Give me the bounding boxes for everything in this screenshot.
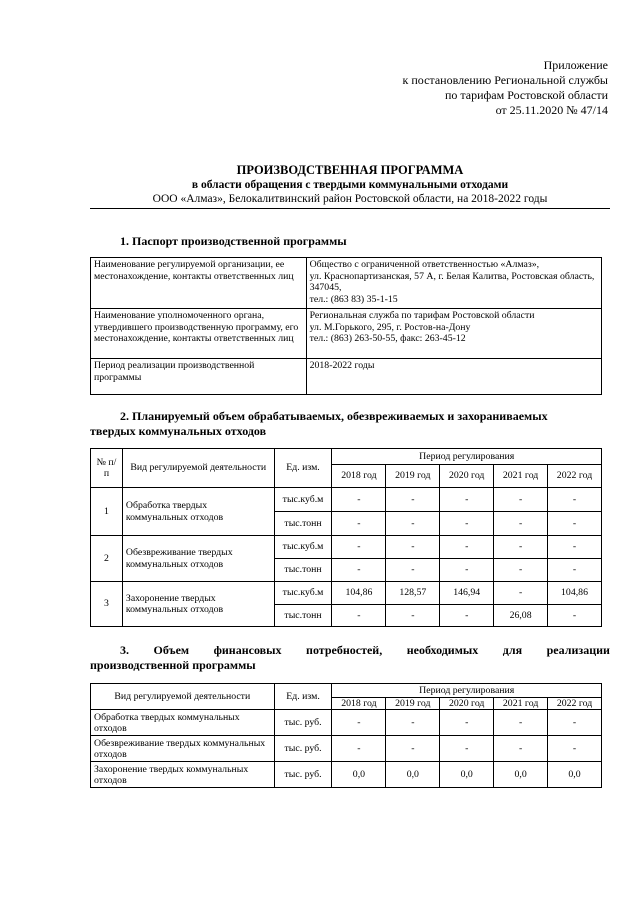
section2-heading-line2: твердых коммунальных отходов [90, 424, 267, 438]
title-subject: в области обращения с твердыми коммунальными отходами [191, 179, 509, 191]
cell-value: - [386, 605, 440, 627]
volume-table [90, 448, 602, 627]
col-header-year: 2019 год [386, 465, 440, 488]
section3-heading-line1 [90, 643, 610, 658]
cell-value: 0,0 [332, 762, 386, 788]
cell-value: - [494, 559, 548, 582]
cell-value: 104,86 [548, 582, 602, 605]
passport-value [306, 309, 601, 359]
value-line: 2018-2022 годы [309, 360, 375, 371]
section3-heading [90, 643, 610, 673]
cell-value: - [386, 536, 440, 559]
value-line: ул. М.Горького, 295, г. Ростов-на-Дону [309, 321, 471, 333]
section3-heading-line2: производственной программы [90, 658, 256, 672]
heading-word: потребностей, [306, 643, 383, 657]
cell-value: - [386, 736, 440, 762]
row-unit: тыс.тонн [274, 605, 332, 627]
row-activity: Обезвреживание твердых коммунальных отходов [91, 736, 275, 762]
section2-heading [90, 409, 610, 439]
cell-value: - [332, 512, 386, 536]
cell-value: - [548, 559, 602, 582]
table-row [91, 309, 602, 359]
table-row [91, 359, 602, 395]
col-header-period: Период регулирования [332, 449, 602, 465]
row-unit: тыс.тонн [274, 512, 332, 536]
col-header-unit: Ед. изм. [274, 684, 332, 710]
value-line: Общество с ограниченной ответственностью «Алмаз», [309, 259, 540, 270]
cell-value: - [440, 605, 494, 627]
cell-value: - [440, 736, 494, 762]
passport-label: Наименование регулируемой организации, ее местонахождение, контакты ответственных лиц [91, 258, 307, 309]
value-line: тел.: (863) 263-50-55, факс: 263-45-12 [309, 333, 466, 344]
title-organization: ООО «Алмаз», Белокалитвинский район Ростовской области, на 2018-2022 годы [90, 192, 610, 209]
appendix-line: к постановлению Региональной службы [402, 73, 608, 87]
finance-table [90, 683, 602, 788]
cell-value: - [332, 710, 386, 736]
col-header-num: № п/п [91, 449, 123, 488]
title-main: ПРОИЗВОДСТВЕННАЯ ПРОГРАММА [236, 163, 464, 177]
passport-label: Период реализации производственной программы [91, 359, 307, 395]
col-header-unit: Ед. изм. [274, 449, 332, 488]
cell-value: - [440, 710, 494, 736]
table-row [91, 258, 602, 309]
passport-value [306, 359, 601, 395]
cell-value: - [494, 710, 548, 736]
table-row [91, 762, 602, 788]
cell-value: - [440, 488, 494, 512]
col-header-year: 2020 год [440, 465, 494, 488]
cell-value: - [494, 736, 548, 762]
col-header-period: Период регулирования [332, 684, 602, 698]
cell-value: - [494, 582, 548, 605]
cell-value: - [386, 512, 440, 536]
table-row [91, 488, 602, 512]
cell-value: - [332, 605, 386, 627]
passport-value [306, 258, 601, 309]
cell-value: - [548, 536, 602, 559]
cell-value: 104,86 [332, 582, 386, 605]
appendix-reference [403, 58, 608, 118]
cell-value: - [548, 710, 602, 736]
passport-label: Наименование уполномоченного органа, утвердившего производственную программу, его местонахождение, контакты ответственных лиц [91, 309, 307, 359]
cell-value: - [386, 710, 440, 736]
cell-value: 0,0 [386, 762, 440, 788]
row-num: 3 [91, 582, 123, 627]
heading-word: финансовых [213, 643, 282, 657]
cell-value: - [440, 536, 494, 559]
cell-value: - [548, 488, 602, 512]
cell-value: - [494, 536, 548, 559]
cell-value: - [332, 536, 386, 559]
row-unit: тыс.тонн [274, 559, 332, 582]
heading-word: для [502, 643, 523, 657]
appendix-line: по тарифам Ростовской области [444, 88, 608, 102]
cell-value: - [332, 736, 386, 762]
cell-value: - [548, 736, 602, 762]
cell-value: 0,0 [440, 762, 494, 788]
cell-value: - [548, 605, 602, 627]
cell-value: - [494, 488, 548, 512]
col-header-year: 2021 год [494, 465, 548, 488]
appendix-line: Приложение [543, 58, 608, 72]
col-header-year: 2018 год [332, 698, 386, 710]
row-activity: Захоронение твердых коммунальных отходов [122, 582, 274, 627]
section2-heading-line1: 2. Планируемый объем обрабатываемых, обезвреживаемых и захораниваемых [120, 409, 548, 423]
document-title [90, 162, 610, 209]
heading-word: реализации [546, 643, 610, 657]
row-activity: Обработка твердых коммунальных отходов [91, 710, 275, 736]
table-row [91, 710, 602, 736]
cell-value: - [548, 512, 602, 536]
cell-value: - [332, 488, 386, 512]
row-unit: тыс. руб. [274, 736, 332, 762]
row-activity: Обработка твердых коммунальных отходов [122, 488, 274, 536]
row-num: 2 [91, 536, 123, 582]
table-row [91, 736, 602, 762]
cell-value: - [386, 559, 440, 582]
table-row [91, 582, 602, 605]
row-activity: Захоронение твердых коммунальных отходов [91, 762, 275, 788]
row-activity: Обезвреживание твердых коммунальных отходов [122, 536, 274, 582]
row-unit: тыс. руб. [274, 710, 332, 736]
appendix-line: от 25.11.2020 № 47/14 [495, 103, 608, 117]
cell-value: 26,08 [494, 605, 548, 627]
cell-value: 128,57 [386, 582, 440, 605]
row-unit: тыс.куб.м [274, 488, 332, 512]
cell-value: - [332, 559, 386, 582]
col-header-activity: Вид регулируемой деятельности [122, 449, 274, 488]
row-unit: тыс. руб. [274, 762, 332, 788]
table-row [91, 536, 602, 559]
cell-value: - [494, 512, 548, 536]
value-line: ул. Краснопартизанская, 57 А, г. Белая Калитва, Ростовская область, 347045, [309, 270, 595, 293]
cell-value: 0,0 [548, 762, 602, 788]
col-header-year: 2022 год [548, 698, 602, 710]
heading-word: необходимых [406, 643, 479, 657]
col-header-year: 2021 год [494, 698, 548, 710]
heading-word: Объем [153, 643, 190, 657]
section1-heading: 1. Паспорт производственной программы [120, 234, 347, 248]
col-header-year: 2020 год [440, 698, 494, 710]
row-unit: тыс.куб.м [274, 582, 332, 605]
value-line: Региональная служба по тарифам Ростовской области [309, 310, 535, 321]
value-line: тел.: (863 83) 35-1-15 [309, 293, 398, 305]
cell-value: 146,94 [440, 582, 494, 605]
col-header-year: 2018 год [332, 465, 386, 488]
col-header-activity: Вид регулируемой деятельности [91, 684, 275, 710]
col-header-year: 2019 год [386, 698, 440, 710]
passport-table [90, 257, 602, 395]
cell-value: - [386, 488, 440, 512]
row-num: 1 [91, 488, 123, 536]
row-unit: тыс.куб.м [274, 536, 332, 559]
cell-value: - [440, 512, 494, 536]
cell-value: 0,0 [494, 762, 548, 788]
col-header-year: 2022 год [548, 465, 602, 488]
cell-value: - [440, 559, 494, 582]
heading-word: 3. [120, 643, 129, 657]
